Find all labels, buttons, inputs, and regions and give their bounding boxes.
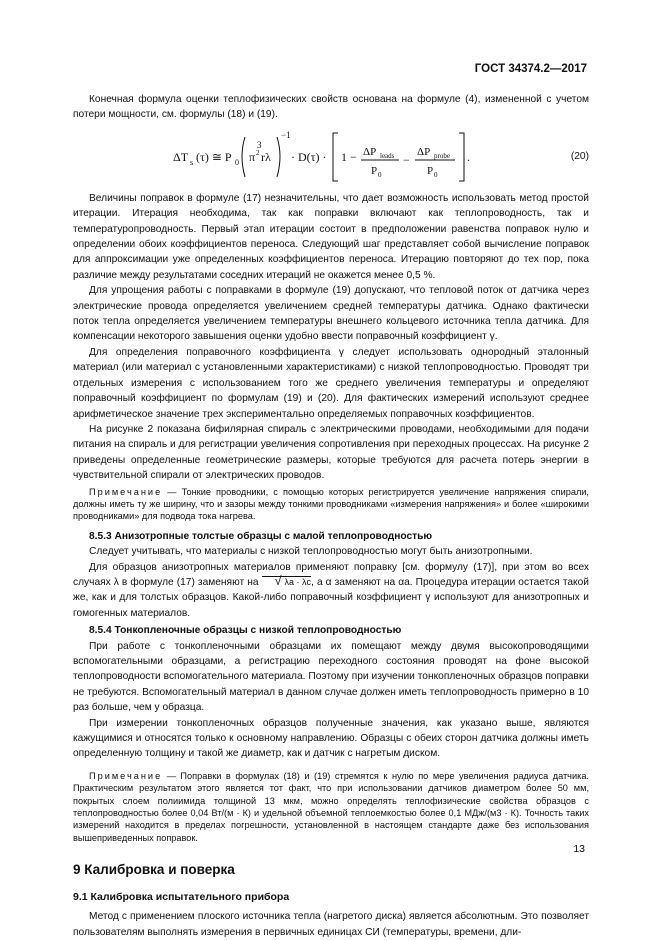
heading-8-5-4: 8.5.4 Тонкопленочные образцы с низкой теплопроводностью [89, 625, 402, 637]
note-1 [73, 486, 589, 523]
svg-text:−1: −1 [281, 129, 291, 140]
formula-graphic [173, 125, 523, 189]
paragraph: При работе с тонкопленочными образцами их помещают между двумя высокопроводящими вспомогательными образцами, а регистрацию переходного состояния проводят на фоне высокой теплопроводности вспомогательного материала. Поэтому при изучении тонкопленочных образцов поправки не требуются. Вспомогательный материал в данном случае должен иметь теплопроводность примерно в 10 раз больше, чем у образца. [73, 640, 589, 714]
text-part: Для образцов анизотропных материалов применяют поправку [см. формулу (17)], при этом во всех случаях λ в формуле (17) заменяют на [73, 561, 589, 588]
paragraph: Метод с применением плоского источника тепла (нагретого диска) является абсолютным. Это позволяет пользователям выполнять измерения в первичных единицах СИ (температуры, времени, дли- [73, 911, 589, 938]
intro-paragraph: Конечная формула оценки теплофизических свойств основана на формуле (4), измененной с учетом потери мощности, см. формулы (18) и (19). [73, 94, 589, 121]
page-number: 13 [573, 843, 585, 855]
note-text: — Тонкие проводники, с помощью которых регистрируется увеличение напряжения спирали, должны иметь ту же ширину, что и зазоры между тонкими проводниками «измерения напряжения» и более «широкими проводниками» для подвода тока нагрева. [73, 486, 589, 522]
svg-text:· D(τ) ·: · D(τ) · [291, 149, 327, 164]
svg-text:π: π [249, 149, 256, 164]
paragraph: Для упрощения работы с поправками в формуле (19) допускают, что тепловой поток от датчика через электрические провода определяется увеличением средней температуры датчика. Однако фактически поток тепла определяется увеличением температуры внешнего кольцевого источника тепла датчика. Для компенсации некоторого завышения оценки удобно ввести поправочный коэффициент γ. [73, 285, 589, 343]
document-id: ГОСТ 34374.2—2017 [474, 63, 587, 75]
svg-text:.: . [467, 149, 470, 164]
sqrt-expression: √ λa · λc [262, 576, 312, 588]
svg-text:−: − [403, 152, 410, 167]
svg-text:ΔT: ΔT [173, 149, 189, 164]
note-text: — Поправки в формулах (18) и (19) стремятся к нулю по мере увеличения радиуса датчика. Практическим результатом этого является тот факт, что при использовании датчиков диаметром более 50 мм, покрытых слоем полиимида толщиной 13 мкм, можно определять теплофизические свойства образцов с теплопроводностью более 0,04 Вт/(м · К) и удельной объемной теплоемкостью более 0,1 МДж/(м3 · К). Точность таких измерений находится в пределах погрешности, установленной в настоящем стандарте даже без использования вышеприведенных поправок. [73, 770, 589, 843]
svg-text:rλ: rλ [261, 149, 271, 164]
formula-20 [73, 125, 589, 189]
note-label: Примечание [89, 770, 163, 781]
svg-text:leads: leads [380, 151, 395, 160]
svg-text:3: 3 [257, 139, 262, 150]
note-label: Примечание [89, 486, 163, 497]
formula-number: (20) [570, 150, 589, 162]
paragraph: На рисунке 2 показана бифилярная спираль с электрическими проводами, необходимыми для подачи питания на спираль и для регистрации увеличения сопротивления при переходных процессах. На рисунке 2 приведены определенные геометрические размеры, которые требуются для расчета потерь энергии в чувствительной спирали от электрических проводов. [73, 423, 589, 482]
svg-text:s: s [190, 157, 194, 167]
svg-text:P: P [427, 164, 434, 177]
svg-text:0: 0 [434, 170, 438, 179]
heading-8-5-3: 8.5.3 Анизотропные толстые образцы с малой теплопроводностью [89, 530, 433, 542]
note-2 [73, 770, 589, 844]
heading-section-9: 9 Калибровка и поверка [73, 862, 235, 878]
paragraph: Величины поправок в формуле (17) незначительны, что дает возможность использовать метод простой итерации. Итерация необходима, так как поправки включают как теплопроводность, так и температуропроводность. Первый этап итерации состоит в предположении равенства поправок нулю и определении обоих коэффициентов переноса. Следующий шаг представляет собой вычисление поправок для аппроксимации уже определенных коэффициентов переноса. Итерацию повторяют до тех пор, пока различие между результатами соседних итераций не окажется менее 0,5 %. [73, 192, 589, 281]
svg-text:0: 0 [235, 157, 239, 167]
svg-text:1 −: 1 − [341, 149, 357, 164]
paragraph: Следует учитывать, что материалы с низкой теплопроводностью могут быть анизотропными. [89, 546, 533, 558]
page-body [73, 92, 589, 940]
paragraph-anisotropic [73, 560, 589, 622]
paragraph: Для определения поправочного коэффициента γ следует использовать однородный эталонный материал (или материал с установленными характеристиками) с низкой теплопроводностью. Проводят три отдельных измерения с использованием того же среднего увеличения температуры и определяют поправочный коэффициент по формулам (19) и (20). Для фактических измерений используют среднее арифметическое значение трех экспериментально определяемых поправочных коэффициентов. [73, 346, 589, 420]
svg-text:ΔP: ΔP [363, 145, 377, 158]
svg-text:(τ) ≅ P: (τ) ≅ P [196, 149, 232, 164]
paragraph: При измерении тонкопленочных образцов полученные значения, как указано выше, являются кажущимися и относятся только к основному направлению. Образцы с обеих сторон датчика должны иметь определенную толщину и такой же диаметр, как и датчик с нагретым диском. [73, 717, 589, 760]
svg-text:0: 0 [378, 170, 382, 179]
svg-text:ΔP: ΔP [417, 145, 431, 158]
heading-9-1: 9.1 Калибровка испытательного прибора [73, 890, 290, 903]
svg-text:probe: probe [434, 151, 450, 160]
svg-text:2: 2 [256, 148, 260, 157]
text-part: , а α заменяют на αa. Процедура итерации остается такой же, как и для толстых образцов. Какой-либо поправочный коэффициент γ используют для анизотропных и гомогенных материалов. [73, 576, 589, 619]
svg-text:P: P [371, 164, 378, 177]
